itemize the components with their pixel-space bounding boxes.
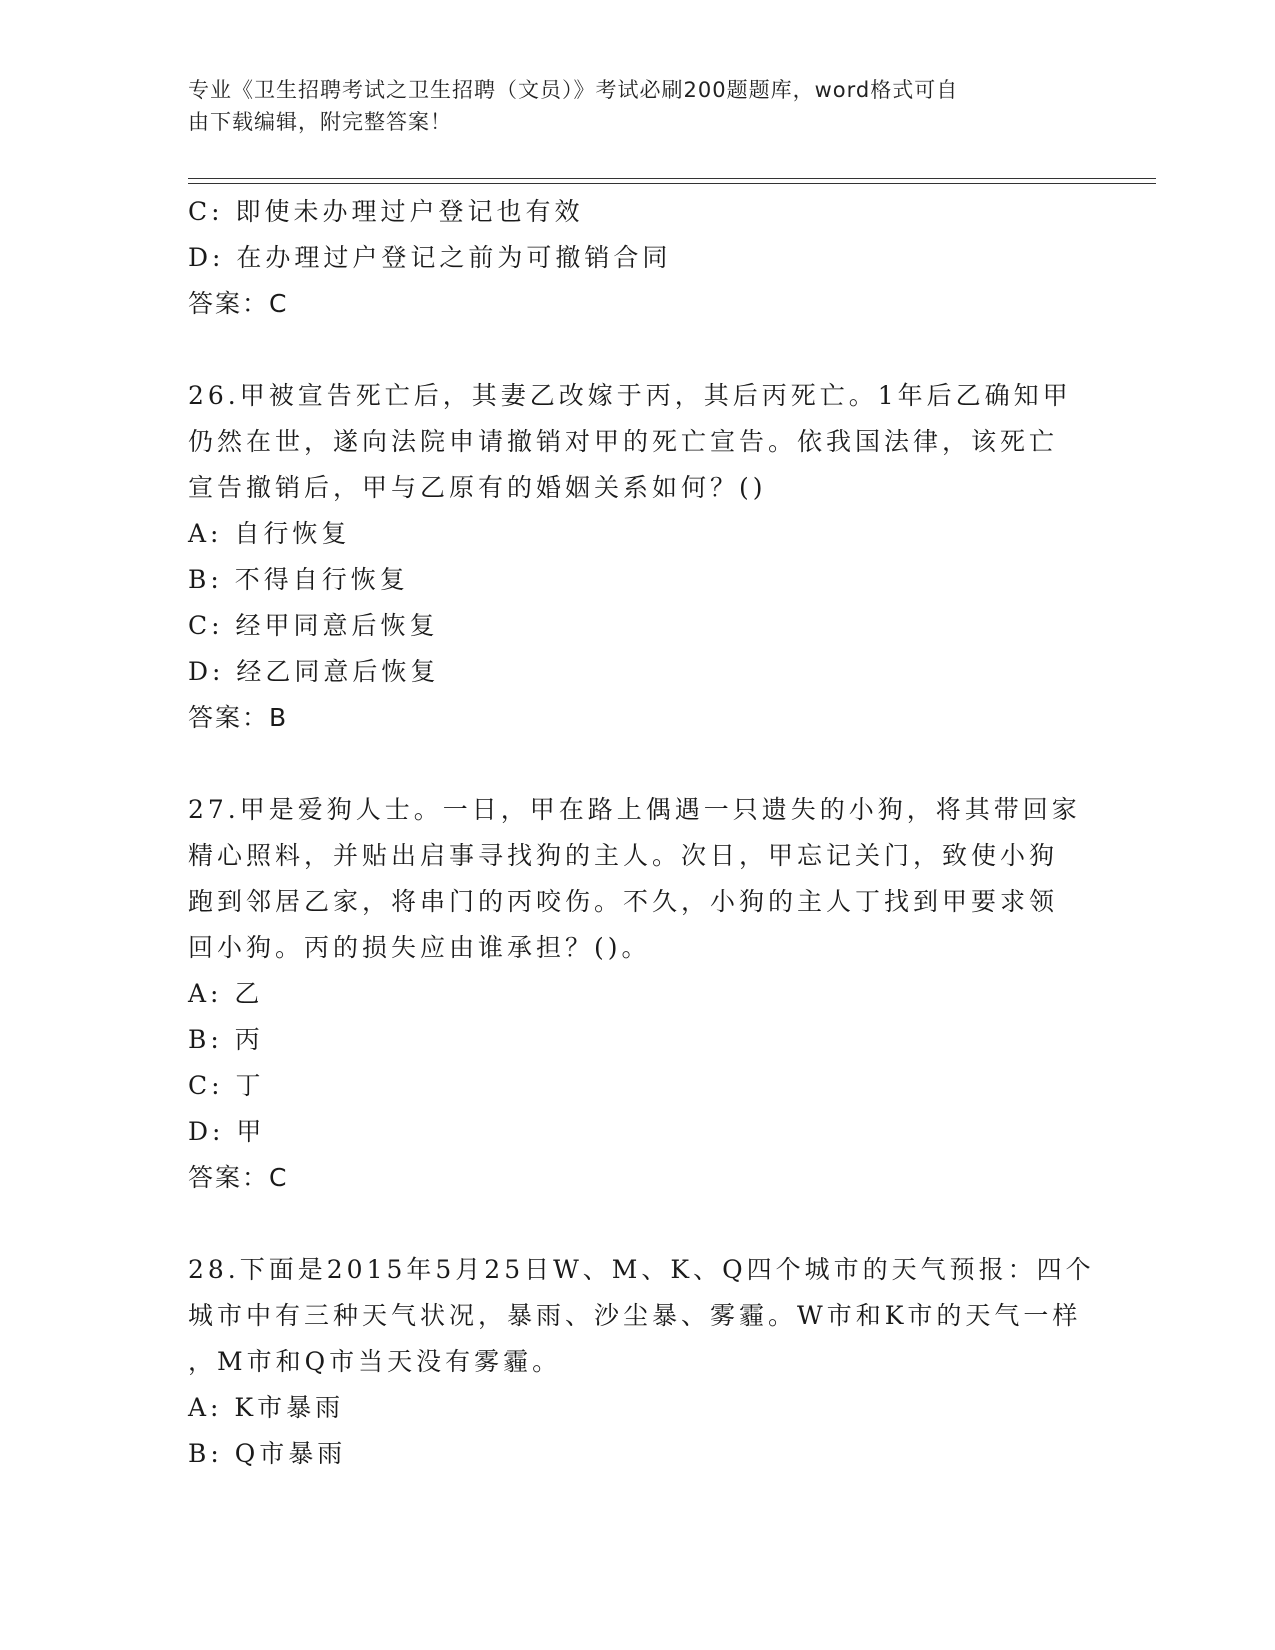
spacer: [188, 1201, 1088, 1247]
question-list: [188, 189, 1095, 1477]
option-b: B: 不得自行恢复: [188, 565, 409, 594]
option-d: D: 甲: [188, 1117, 266, 1146]
spacer: [188, 327, 1088, 373]
answer: 答案：C: [188, 289, 289, 318]
option-c: C: 即使未办理过户登记也有效: [188, 197, 584, 226]
question-27: [188, 787, 1088, 1201]
option-c: C: 丁: [188, 1071, 265, 1100]
question-text-line: 28.下面是2015年5月25日W、M、K、Q四个城市的天气预报：四个: [188, 1255, 1095, 1284]
option-a: A: K市暴雨: [188, 1393, 345, 1422]
option-c: C: 经甲同意后恢复: [188, 611, 439, 640]
question-text-line: 宣告撤销后，甲与乙原有的婚姻关系如何？(): [188, 473, 767, 502]
header-line-2: 由下载编辑，附完整答案！: [188, 110, 452, 134]
option-b: B: 丙: [188, 1025, 264, 1054]
option-d: D: 经乙同意后恢复: [188, 657, 440, 686]
question-text-line: 仍然在世，遂向法院申请撤销对甲的死亡宣告。依我国法律，该死亡: [188, 427, 1059, 456]
option-d: D: 在办理过户登记之前为可撤销合同: [188, 243, 672, 272]
question-25-tail: [188, 189, 1088, 327]
answer: 答案：C: [188, 1163, 289, 1192]
option-b: B: Q市暴雨: [188, 1439, 347, 1468]
question-text-line: 城市中有三种天气状况，暴雨、沙尘暴、雾霾。W市和K市的天气一样: [188, 1301, 1082, 1330]
question-text-line: 跑到邻居乙家，将串门的丙咬伤。不久，小狗的主人丁找到甲要求领: [188, 887, 1059, 916]
header-rule-bottom: [188, 183, 1156, 184]
question-text-line: 26.甲被宣告死亡后，其妻乙改嫁于丙，其后丙死亡。1年后乙确知甲: [188, 381, 1072, 410]
document-header: [188, 74, 1068, 138]
question-26: [188, 373, 1088, 741]
question-text-line: ，M市和Q市当天没有雾霾。: [188, 1347, 562, 1376]
question-text-line: 精心照料，并贴出启事寻找狗的主人。次日，甲忘记关门，致使小狗: [188, 841, 1059, 870]
header-line-1: 专业《卫生招聘考试之卫生招聘（文员）》考试必刷200题题库，word格式可自: [188, 78, 959, 102]
question-text-line: 回小狗。丙的损失应由谁承担？()。: [188, 933, 651, 962]
option-a: A: 乙: [188, 979, 264, 1008]
answer: 答案：B: [188, 703, 289, 732]
header-rule-top: [188, 178, 1156, 179]
option-a: A: 自行恢复: [188, 519, 351, 548]
spacer: [188, 741, 1088, 787]
question-28: [188, 1247, 1095, 1477]
question-text-line: 27.甲是爱狗人士。一日，甲在路上偶遇一只遗失的小狗，将其带回家: [188, 795, 1081, 824]
